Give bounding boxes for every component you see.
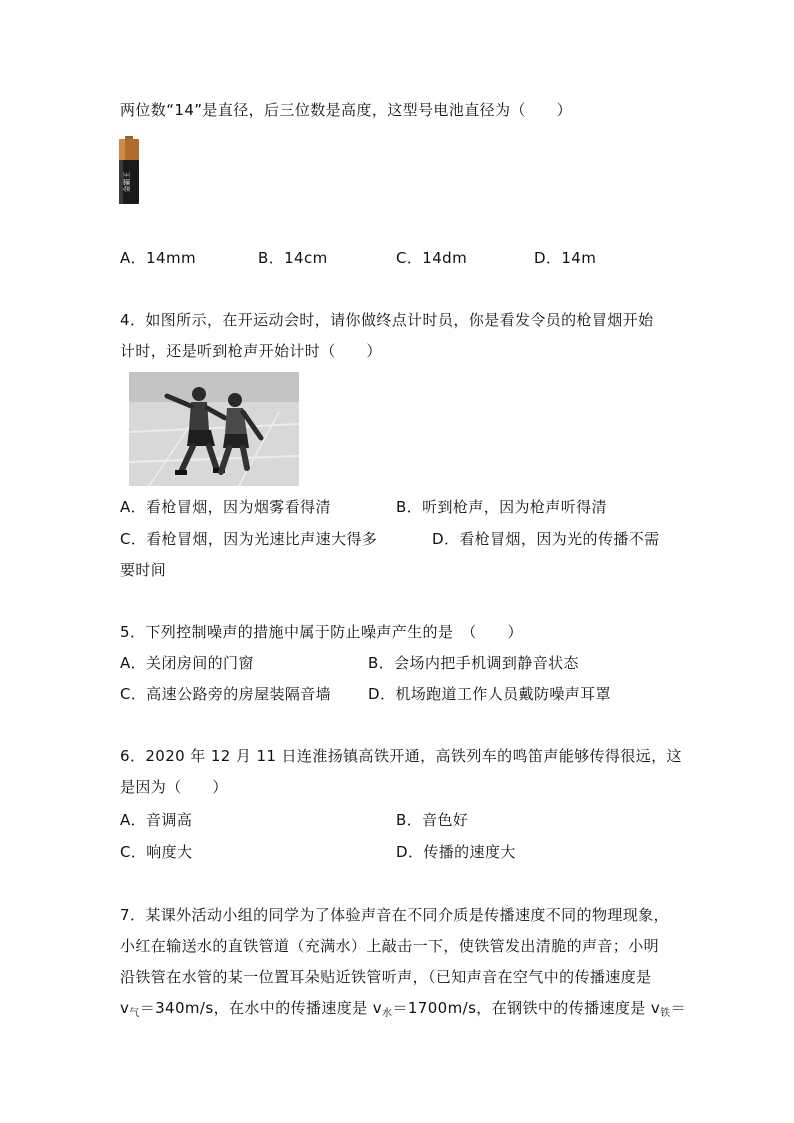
q7-sub-water: 水 bbox=[382, 1008, 393, 1019]
q7-line1: 7．某课外活动小组的同学为了体验声音在不同介质是传播速度不同的物理现象， bbox=[120, 906, 669, 924]
q7-v-air: v bbox=[120, 999, 130, 1017]
q4-option-d: D．看枪冒烟，因为光的传播不需 bbox=[432, 530, 660, 548]
battery-image bbox=[118, 136, 140, 204]
q7-line2: 小红在输送水的直铁管道（充满水）上敲击一下，使铁管发出清脆的声音；小明 bbox=[120, 937, 660, 955]
q7-line3: 沿铁管在水管的某一位置耳朵贴近铁管听声，（已知声音在空气中的传播速度是 bbox=[120, 968, 652, 986]
q7-sub-air: 气 bbox=[129, 1008, 140, 1019]
q5-option-a: A．关闭房间的门窗 bbox=[120, 654, 254, 672]
q3-option-b: B．14cm bbox=[258, 249, 328, 267]
q3-stem: 两位数“14”是直径，后三位数是高度，这型号电池直径为（ ） bbox=[120, 101, 573, 119]
q5-stem: 5．下列控制噪声的措施中属于防止噪声产生的是 （ ） bbox=[120, 623, 523, 641]
q4-stem-line1: 4．如图所示，在开运动会时，请你做终点计时员，你是看发令员的枪冒烟开始 bbox=[120, 311, 654, 329]
q6-stem-line2: 是因为（ ） bbox=[120, 778, 228, 796]
q3-option-c: C．14dm bbox=[396, 249, 468, 267]
q4-option-a: A．看枪冒烟，因为烟雾看得清 bbox=[120, 498, 331, 516]
q6-option-d: D．传播的速度大 bbox=[396, 843, 516, 861]
q5-option-c: C．高速公路旁的房屋装隔音墙 bbox=[120, 685, 332, 703]
q4-option-c: C．看枪冒烟，因为光速比声速大得多 bbox=[120, 530, 378, 548]
q5-option-b: B．会场内把手机调到静音状态 bbox=[368, 654, 579, 672]
q7-equals: ＝ bbox=[670, 999, 686, 1017]
q4-option-d-wrap: 要时间 bbox=[120, 561, 167, 579]
q4-option-b: B．听到枪声，因为枪声听得清 bbox=[396, 498, 607, 516]
q3-option-a: A．14mm bbox=[120, 249, 196, 267]
q7-line4 bbox=[120, 998, 686, 1024]
q7-text-iron: ＝1700m/s，在钢铁中的传播速度是 v bbox=[392, 999, 661, 1017]
q6-option-c: C．响度大 bbox=[120, 843, 193, 861]
battery-brand-label: 金霸王 bbox=[123, 171, 131, 193]
q7-text-water: ＝340m/s，在水中的传播速度是 v bbox=[139, 999, 383, 1017]
q5-option-d: D．机场跑道工作人员戴防噪声耳罩 bbox=[368, 685, 611, 703]
q6-stem-line1: 6．2020 年 12 月 11 日连淮扬镇高铁开通，高铁列车的鸣笛声能够传得很远，这 bbox=[120, 747, 682, 765]
q7-sub-iron: 铁 bbox=[660, 1008, 671, 1019]
q6-option-a: A．音调高 bbox=[120, 811, 193, 829]
q6-option-b: B．音色好 bbox=[396, 811, 469, 829]
runners-photo bbox=[129, 372, 299, 486]
q3-option-d: D．14m bbox=[534, 249, 597, 267]
q4-stem-line2: 计时，还是听到枪声开始计时（ ） bbox=[120, 342, 382, 360]
